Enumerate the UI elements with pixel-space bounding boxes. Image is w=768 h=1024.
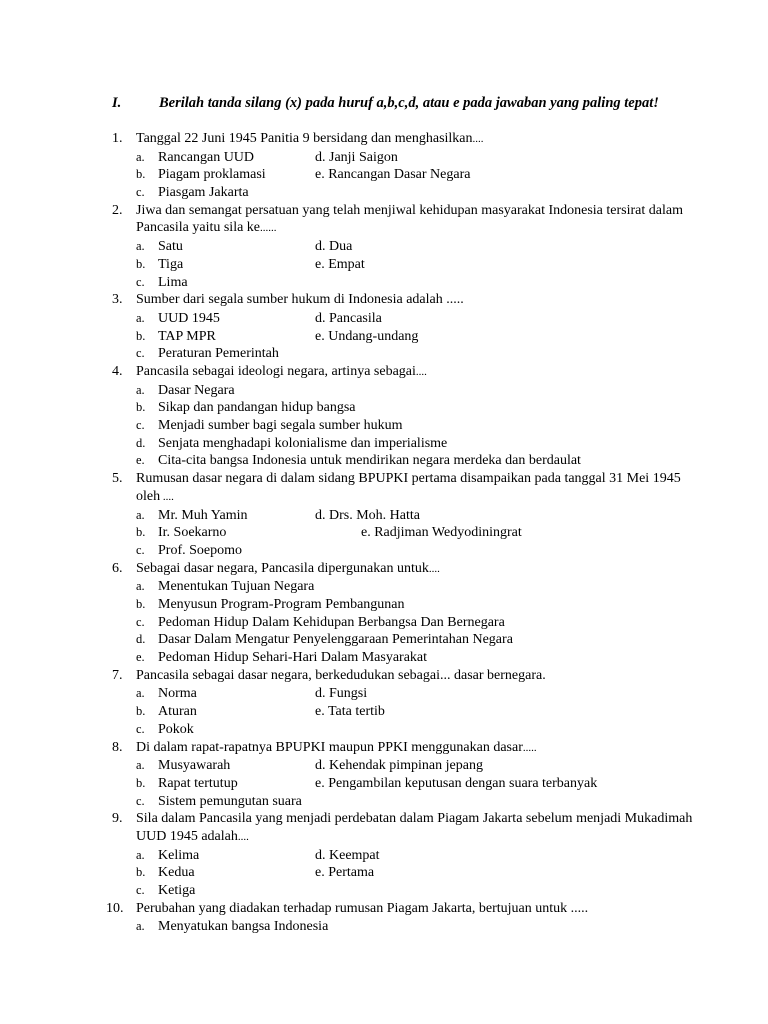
option-text-right: e. Radjiman Wedyodiningrat: [361, 525, 522, 541]
question-number: 5.: [112, 471, 123, 487]
option-text: Kedua: [158, 865, 195, 881]
option-letter: c.: [136, 883, 145, 898]
option-letter: b.: [136, 865, 146, 880]
option-letter: a.: [136, 149, 145, 164]
option-text: Rancangan UUD: [158, 149, 255, 165]
question-text: Di dalam rapat-rapatnya BPUPKI maupun PPKI menggunakan dasar: [136, 739, 523, 755]
option-text: UUD 1945: [158, 310, 220, 326]
option-text: Lima: [158, 274, 188, 290]
option-text: TAP MPR: [158, 328, 216, 344]
question-stem: [0, 291, 768, 310]
question-text: Tanggal 22 Juni 1945 Panitia 9 bersidang dan menghasilkan: [136, 131, 473, 146]
option-text-right: d. Dua: [315, 239, 353, 255]
option-row: [0, 149, 768, 167]
question-stem: [0, 667, 768, 686]
question-stem: [0, 202, 768, 238]
question-number: 9.: [112, 811, 123, 827]
option-row: [0, 631, 768, 649]
option-letter: a.: [136, 758, 145, 773]
question-text: Sila dalam Pancasila yang menjadi perdebatan dalam Piagam Jakarta sebelum menjadi Mukadimah UUD 1945 adalah: [136, 811, 693, 844]
question-item: [0, 291, 768, 363]
option-text: Sistem pemungutan suara: [158, 793, 302, 809]
question-dots: ....: [237, 830, 249, 843]
option-text: Peraturan Pemerintah: [158, 346, 279, 362]
question-stem: [0, 363, 768, 382]
option-row: [0, 596, 768, 614]
question-stem: [0, 470, 768, 506]
option-text-right: d. Kehendak pimpinan jepang: [315, 758, 483, 774]
question-item: [0, 560, 768, 667]
option-row: [0, 614, 768, 632]
option-row: [0, 166, 768, 184]
question-number: 2.: [112, 202, 123, 218]
option-row: [0, 310, 768, 328]
question-dots: ....: [472, 133, 484, 145]
option-text: Piagam proklamasi: [158, 167, 266, 183]
question-item: [0, 667, 768, 739]
option-letter: e.: [136, 453, 145, 468]
option-row: [0, 382, 768, 400]
option-letter: e.: [136, 650, 145, 665]
option-letter: d.: [136, 435, 146, 450]
option-letter: b.: [136, 775, 146, 790]
option-text: Musyawarah: [158, 758, 231, 774]
option-text: Satu: [158, 239, 183, 255]
option-text: Mr. Muh Yamin: [158, 507, 248, 523]
option-letter: b.: [136, 597, 146, 611]
option-text: Menyusun Program-Program Pembangunan: [158, 597, 405, 612]
option-letter: c.: [136, 274, 145, 289]
question-number: 8.: [112, 739, 123, 755]
option-letter: b.: [136, 328, 146, 343]
option-text: Piasgam Jakarta: [158, 185, 249, 201]
option-text: Norma: [158, 686, 197, 702]
option-row: [0, 793, 768, 811]
question-stem: [0, 810, 768, 846]
question-item: [0, 810, 768, 899]
question-item: [0, 470, 768, 559]
option-text: Pokok: [158, 721, 194, 737]
section-number: I.: [112, 95, 122, 111]
question-number: 6.: [112, 560, 123, 576]
question-stem: [0, 130, 768, 149]
option-row: [0, 757, 768, 775]
option-row: [0, 417, 768, 435]
option-text: Ketiga: [158, 883, 196, 899]
option-text: Cita-cita bangsa Indonesia untuk mendirikan negara merdeka dan berdaulat: [158, 453, 581, 469]
option-letter: d.: [136, 632, 146, 647]
question-stem: [0, 560, 768, 579]
question-item: [0, 202, 768, 291]
question-text: Pancasila sebagai dasar negara, berkedudukan sebagai... dasar bernegara.: [136, 667, 546, 683]
option-letter: b.: [136, 400, 146, 415]
question-dots: ......: [260, 222, 277, 235]
option-text: Menyatukan bangsa Indonesia: [158, 919, 329, 935]
option-letter: a.: [136, 847, 145, 862]
question-number: 1.: [112, 131, 123, 146]
question-dots: .....: [522, 741, 537, 754]
option-letter: a.: [136, 686, 145, 701]
option-row: [0, 238, 768, 256]
option-row: [0, 256, 768, 274]
option-text: Dasar Negara: [158, 382, 235, 398]
option-text: Kelima: [158, 847, 200, 863]
question-dots: ....: [428, 562, 440, 575]
question-item: [0, 739, 768, 811]
question-item: [0, 363, 768, 470]
option-row: [0, 775, 768, 793]
option-row: [0, 649, 768, 667]
option-text-right: e. Empat: [315, 256, 365, 272]
option-row: [0, 918, 768, 936]
option-row: [0, 578, 768, 596]
question-text: Jiwa dan semangat persatuan yang telah menjiwal kehidupan masyarakat Indonesia tersirat dalam Pancasila yaitu sila ke: [136, 202, 683, 236]
question-text: Pancasila sebagai ideologi negara, artinya sebagai: [136, 364, 416, 379]
option-row: [0, 435, 768, 453]
question-text: Perubahan yang diadakan terhadap rumusan Piagam Jakarta, bertujuan untuk .....: [136, 900, 589, 916]
question-stem: [0, 900, 768, 919]
option-letter: c.: [136, 542, 145, 557]
question-text: Sebagai dasar negara, Pancasila dipergunakan untuk: [136, 560, 429, 576]
option-text: Prof. Soepomo: [158, 542, 242, 558]
option-row: [0, 345, 768, 363]
option-row: [0, 184, 768, 202]
option-text: Senjata menghadapi kolonialisme dan imperialisme: [158, 435, 448, 451]
option-row: [0, 882, 768, 900]
option-row: [0, 685, 768, 703]
option-text-right: e. Pengambilan keputusan dengan suara terbanyak: [315, 775, 598, 791]
option-text-right: d. Fungsi: [315, 686, 368, 702]
question-text: Sumber dari segala sumber hukum di Indonesia adalah .....: [136, 292, 464, 308]
question-item: [0, 130, 768, 202]
option-row: [0, 542, 768, 560]
option-letter: a.: [136, 382, 145, 397]
option-text: Pedoman Hidup Sehari-Hari Dalam Masyarakat: [158, 650, 428, 666]
option-letter: a.: [136, 507, 145, 522]
option-row: [0, 399, 768, 417]
question-dots: ....: [415, 366, 427, 378]
option-text-right: e. Tata tertib: [315, 704, 385, 720]
option-text: Dasar Dalam Mengatur Penyelenggaraan Pemerintahan Negara: [158, 632, 513, 648]
option-row: [0, 328, 768, 346]
option-row: [0, 524, 768, 542]
option-letter: b.: [136, 167, 146, 182]
question-dots: ....: [160, 490, 174, 503]
question-item: [0, 900, 768, 936]
option-text: Tiga: [158, 256, 184, 272]
option-row: [0, 864, 768, 882]
question-number: 3.: [112, 292, 123, 308]
question-list: [0, 130, 768, 936]
option-text: Ir. Soekarno: [158, 525, 227, 541]
option-text: Rapat tertutup: [158, 775, 238, 791]
option-text-right: d. Pancasila: [315, 310, 382, 326]
option-text-right: e. Pertama: [315, 865, 375, 881]
option-text: Pedoman Hidup Dalam Kehidupan Berbangsa Dan Bernegara: [158, 614, 505, 630]
option-row: [0, 721, 768, 739]
option-letter: c.: [136, 793, 145, 808]
question-number: 10.: [106, 900, 124, 916]
question-number: 7.: [112, 667, 123, 683]
option-text-right: d. Keempat: [315, 847, 380, 863]
option-letter: b.: [136, 525, 146, 540]
option-letter: c.: [136, 418, 145, 433]
option-letter: c.: [136, 614, 145, 629]
option-letter: c.: [136, 721, 145, 736]
option-text: Menjadi sumber bagi segala sumber hukum: [158, 418, 403, 434]
option-text: Menentukan Tujuan Negara: [158, 579, 315, 595]
option-text-right: d. Drs. Moh. Hatta: [315, 507, 420, 523]
option-text-right: e. Rancangan Dasar Negara: [315, 167, 471, 183]
option-letter: a.: [136, 239, 145, 254]
option-letter: b.: [136, 256, 146, 271]
section-instruction: Berilah tanda silang (x) pada huruf a,b,c,d, atau e pada jawaban yang paling tepat!: [159, 95, 659, 111]
option-row: [0, 507, 768, 525]
option-text-right: d. Janji Saigon: [315, 149, 398, 165]
option-letter: a.: [136, 579, 145, 594]
question-text: Rumusan dasar negara di dalam sidang BPUPKI pertama disampaikan pada tanggal 31 Mei 1945 oleh: [136, 471, 681, 504]
option-row: [0, 703, 768, 721]
option-text: Sikap dan pandangan hidup bangsa: [158, 400, 356, 416]
option-row: [0, 274, 768, 292]
option-row: [0, 452, 768, 470]
option-text-right: e. Undang-undang: [315, 328, 419, 344]
option-letter: b.: [136, 704, 146, 719]
option-letter: c.: [136, 185, 145, 200]
question-number: 4.: [112, 364, 123, 379]
option-letter: a.: [136, 919, 145, 934]
option-row: [0, 847, 768, 865]
option-letter: c.: [136, 346, 145, 361]
option-letter: a.: [136, 310, 145, 325]
question-stem: [0, 739, 768, 758]
option-text: Aturan: [158, 704, 197, 720]
